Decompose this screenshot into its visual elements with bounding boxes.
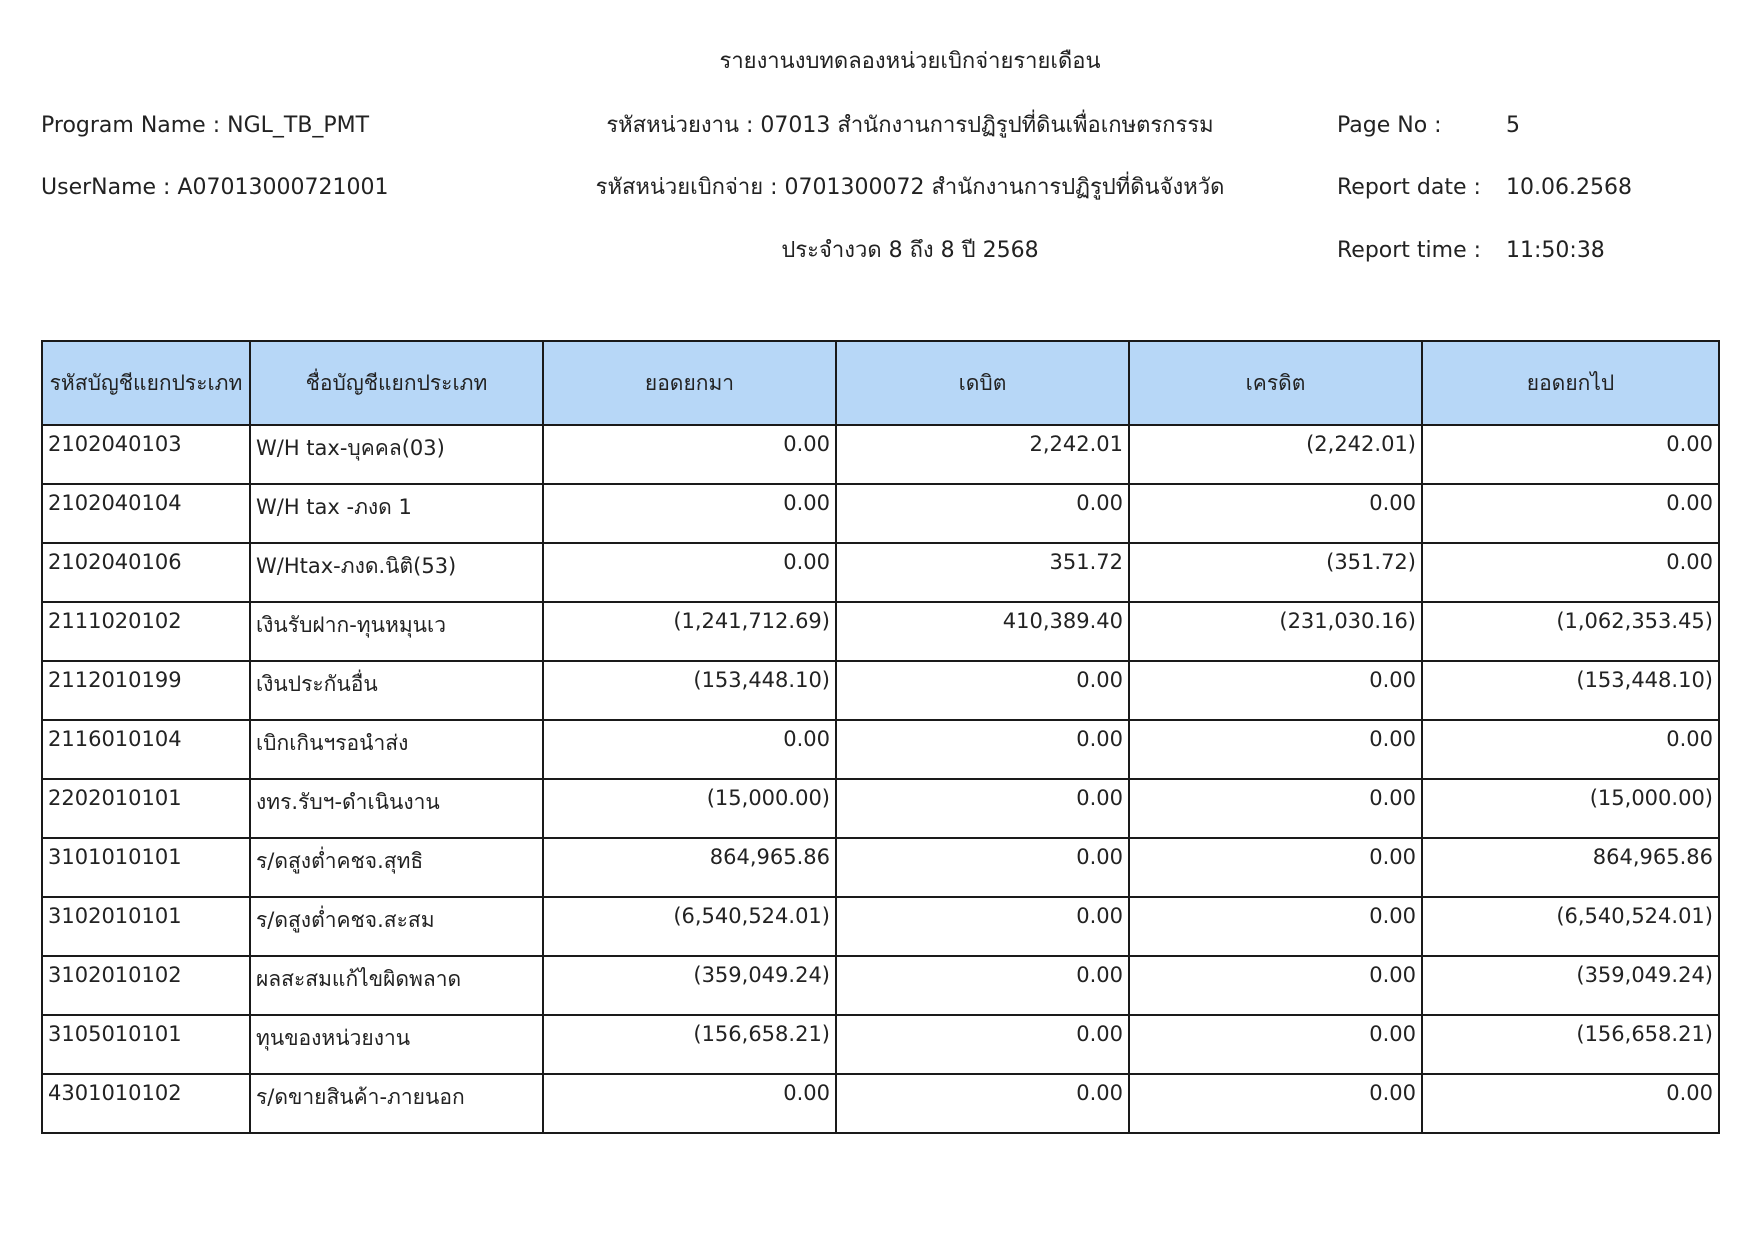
cell-opening-balance: (6,540,524.01) [543,897,836,956]
table-row [42,543,1719,602]
cell-account-name: W/H tax-บุคคล(03) [250,425,543,484]
report-time-value: 11:50:38 [1506,238,1605,263]
cell-account-name: W/H tax -ภงด 1 [250,484,543,543]
cell-debit: 0.00 [836,1074,1129,1133]
cell-credit: (351.72) [1129,543,1422,602]
cell-debit: 0.00 [836,838,1129,897]
table-row [42,720,1719,779]
cell-closing-balance: 0.00 [1422,1074,1719,1133]
header-account-name: ชื่อบัญชีแยกประเภท [250,341,543,425]
cell-debit: 2,242.01 [836,425,1129,484]
cell-closing-balance: 0.00 [1422,425,1719,484]
cell-closing-balance: 0.00 [1422,720,1719,779]
table-row [42,1015,1719,1074]
cell-credit: 0.00 [1129,956,1422,1015]
cell-debit: 351.72 [836,543,1129,602]
cell-debit: 0.00 [836,956,1129,1015]
page-no-label: Page No : [1337,113,1442,138]
cell-account-name: เงินประกันอื่น [250,661,543,720]
cell-opening-balance: (156,658.21) [543,1015,836,1074]
cell-credit: 0.00 [1129,1015,1422,1074]
cell-account-name: ร/ดขายสินค้า-ภายนอก [250,1074,543,1133]
disbursing-unit: รหัสหน่วยเบิกจ่าย : 0701300072 สำนักงานการปฏิรูปที่ดินจังหวัด [595,175,1225,200]
cell-opening-balance: 864,965.86 [543,838,836,897]
cell-account-code: 2202010101 [42,779,250,838]
cell-debit: 410,389.40 [836,602,1129,661]
cell-credit: 0.00 [1129,484,1422,543]
cell-opening-balance: 0.00 [543,425,836,484]
cell-credit: 0.00 [1129,779,1422,838]
table-row [42,1074,1719,1133]
header-closing-balance: ยอดยกไป [1422,341,1719,425]
cell-closing-balance: (156,658.21) [1422,1015,1719,1074]
cell-account-code: 3101010101 [42,838,250,897]
header-credit: เครดิต [1129,341,1422,425]
cell-credit: 0.00 [1129,838,1422,897]
cell-closing-balance: (6,540,524.01) [1422,897,1719,956]
cell-debit: 0.00 [836,661,1129,720]
cell-account-name: งทร.รับฯ-ดำเนินงาน [250,779,543,838]
cell-debit: 0.00 [836,484,1129,543]
report-time-label: Report time : [1337,238,1482,263]
cell-account-name: ร/ดสูงต่ำคชจ.สะสม [250,897,543,956]
cell-credit: 0.00 [1129,720,1422,779]
header-opening-balance: ยอดยกมา [543,341,836,425]
cell-closing-balance: (359,049.24) [1422,956,1719,1015]
cell-account-code: 2102040106 [42,543,250,602]
table-row [42,897,1719,956]
cell-debit: 0.00 [836,720,1129,779]
cell-account-code: 2102040103 [42,425,250,484]
cell-account-code: 3102010102 [42,956,250,1015]
header-debit: เดบิต [836,341,1129,425]
cell-opening-balance: 0.00 [543,720,836,779]
trial-balance-table [41,340,1720,1134]
cell-account-code: 2102040104 [42,484,250,543]
cell-opening-balance: (15,000.00) [543,779,836,838]
cell-account-code: 3102010101 [42,897,250,956]
report-date-value: 10.06.2568 [1506,175,1632,200]
report-title: รายงานงบทดลองหน่วยเบิกจ่ายรายเดือน [719,49,1101,74]
cell-account-code: 3105010101 [42,1015,250,1074]
cell-opening-balance: 0.00 [543,1074,836,1133]
cell-account-name: ผลสะสมแก้ไขผิดพลาด [250,956,543,1015]
cell-account-name: เงินรับฝาก-ทุนหมุนเว [250,602,543,661]
cell-closing-balance: 0.00 [1422,543,1719,602]
cell-credit: 0.00 [1129,661,1422,720]
cell-account-name: เบิกเกินฯรอนำส่ง [250,720,543,779]
cell-account-code: 2112010199 [42,661,250,720]
cell-account-code: 2111020102 [42,602,250,661]
cell-closing-balance: 864,965.86 [1422,838,1719,897]
agency-code: รหัสหน่วยงาน : 07013 สำนักงานการปฏิรูปที่ดินเพื่อเกษตรกรรม [606,113,1214,138]
cell-debit: 0.00 [836,897,1129,956]
cell-debit: 0.00 [836,779,1129,838]
username: UserName : A07013000721001 [41,175,389,200]
report-date-label: Report date : [1337,175,1481,200]
cell-opening-balance: 0.00 [543,543,836,602]
table-row [42,425,1719,484]
table-row [42,661,1719,720]
cell-account-name: W/Htax-ภงด.นิติ(53) [250,543,543,602]
table-row [42,956,1719,1015]
cell-closing-balance: 0.00 [1422,484,1719,543]
cell-closing-balance: (153,448.10) [1422,661,1719,720]
program-name: Program Name : NGL_TB_PMT [41,113,370,138]
cell-account-name: ร/ดสูงต่ำคชจ.สุทธิ [250,838,543,897]
cell-account-code: 2116010104 [42,720,250,779]
cell-credit: 0.00 [1129,1074,1422,1133]
cell-account-code: 4301010102 [42,1074,250,1133]
table-header-row [42,341,1719,425]
header-account-code: รหัสบัญชีแยกประเภท [42,341,250,425]
cell-closing-balance: (15,000.00) [1422,779,1719,838]
cell-opening-balance: 0.00 [543,484,836,543]
table-row [42,838,1719,897]
cell-credit: (231,030.16) [1129,602,1422,661]
cell-credit: 0.00 [1129,897,1422,956]
cell-opening-balance: (1,241,712.69) [543,602,836,661]
cell-opening-balance: (153,448.10) [543,661,836,720]
cell-debit: 0.00 [836,1015,1129,1074]
cell-account-name: ทุนของหน่วยงาน [250,1015,543,1074]
page-no-value: 5 [1506,113,1520,138]
table-row [42,484,1719,543]
cell-closing-balance: (1,062,353.45) [1422,602,1719,661]
cell-credit: (2,242.01) [1129,425,1422,484]
table-row [42,779,1719,838]
report-period: ประจำงวด 8 ถึง 8 ปี 2568 [781,238,1039,263]
table-row [42,602,1719,661]
cell-opening-balance: (359,049.24) [543,956,836,1015]
